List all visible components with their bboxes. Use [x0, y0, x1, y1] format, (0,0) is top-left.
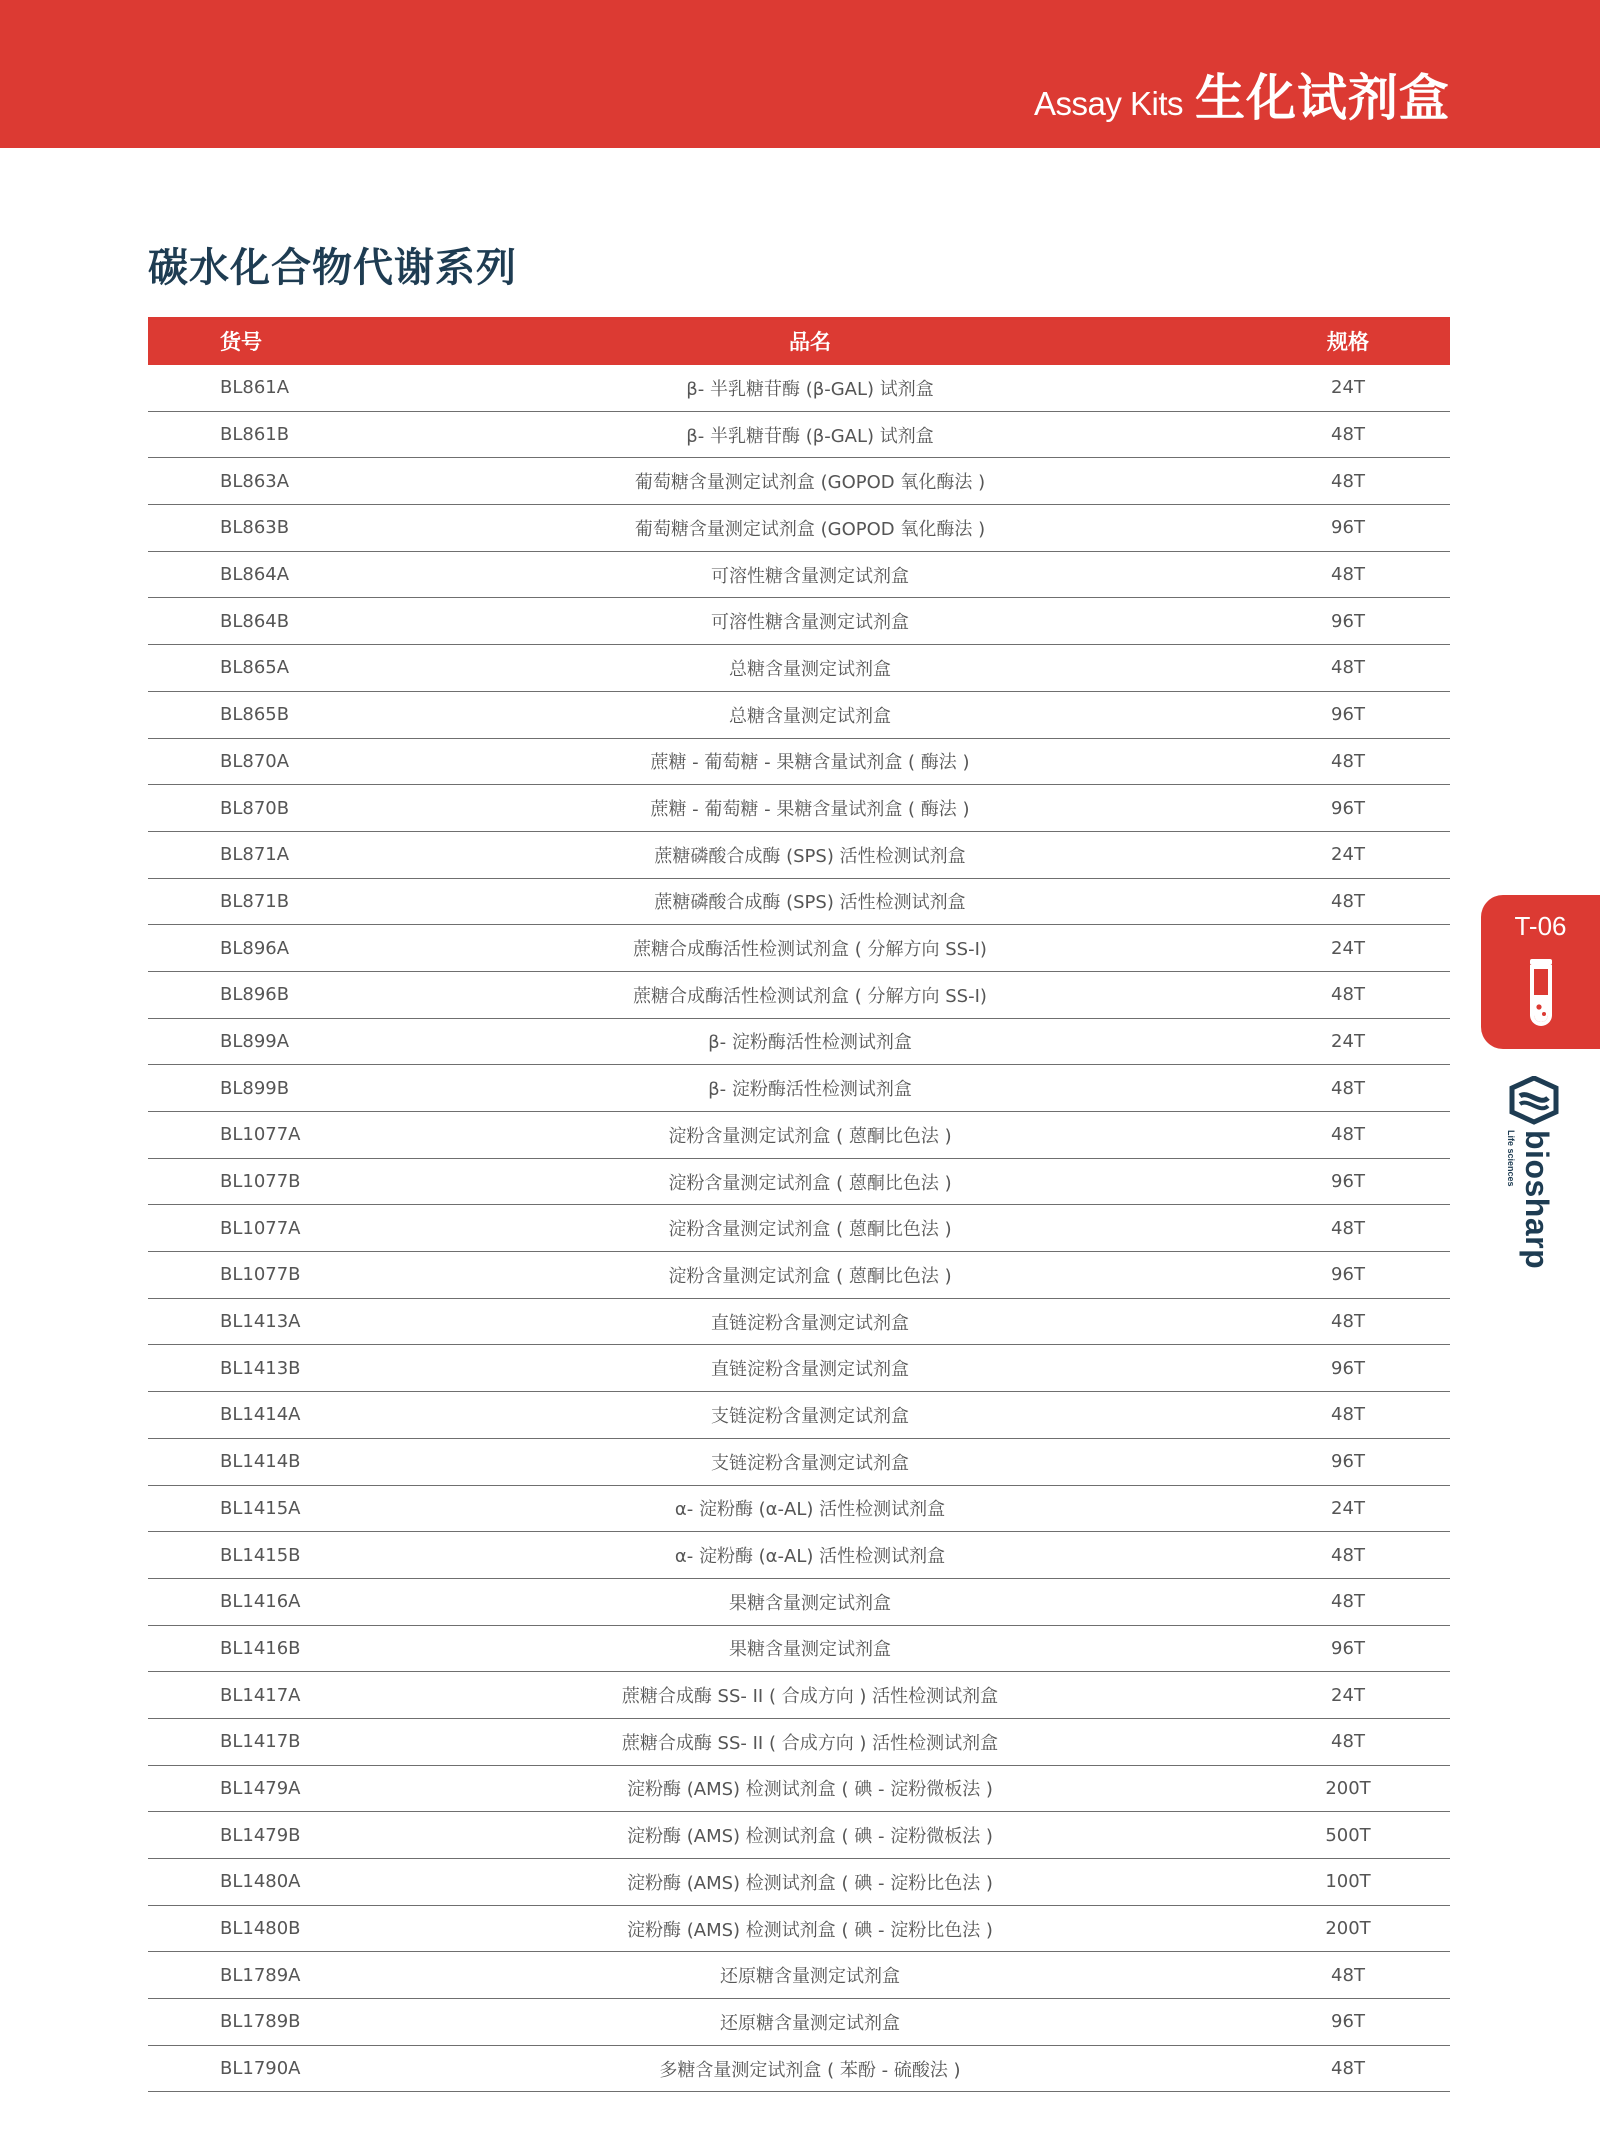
- table-header: [148, 317, 1450, 365]
- row-spec: 48T: [1331, 1217, 1365, 1239]
- banner-title-cn: 生化试剂盒: [1195, 69, 1450, 127]
- row-name: 还原糖含量测定试剂盒: [720, 2012, 900, 2034]
- row-name: 可溶性糖含量测定试剂盒: [711, 565, 909, 587]
- row-spec: 24T: [1331, 377, 1365, 399]
- row-code: BL1789B: [220, 2011, 301, 2033]
- row-name: 支链淀粉含量测定试剂盒: [711, 1405, 909, 1427]
- table-row: [148, 832, 1450, 879]
- table-row: [148, 552, 1450, 599]
- row-spec: 48T: [1331, 1404, 1365, 1426]
- row-spec: 48T: [1331, 984, 1365, 1006]
- row-spec: 48T: [1331, 1731, 1365, 1753]
- row-spec: 200T: [1325, 1777, 1371, 1799]
- table-row: [148, 1999, 1450, 2046]
- row-code: BL1415A: [220, 1497, 301, 1519]
- row-spec: 24T: [1331, 1030, 1365, 1052]
- row-name: 蔗糖合成酶活性检测试剂盒 ( 分解方向 SS-I): [633, 939, 987, 961]
- table-row: [148, 1626, 1450, 1673]
- table-row: [148, 598, 1450, 645]
- row-code: BL871A: [220, 844, 290, 866]
- row-spec: 48T: [1331, 470, 1365, 492]
- row-name: 蔗糖合成酶 SS- II ( 合成方向 ) 活性检测试剂盒: [621, 1686, 999, 1708]
- row-code: BL1479A: [220, 1777, 301, 1799]
- table-row: [148, 1812, 1450, 1859]
- row-code: BL865A: [220, 657, 290, 679]
- table-row: [148, 1532, 1450, 1579]
- row-code: BL1417A: [220, 1684, 301, 1706]
- table-row: [148, 1392, 1450, 1439]
- row-code: BL1479B: [220, 1824, 301, 1846]
- row-name: 淀粉含量测定试剂盒 ( 蒽酮比色法 ): [668, 1172, 952, 1194]
- row-code: BL870A: [220, 750, 290, 772]
- row-spec: 24T: [1331, 1684, 1365, 1706]
- row-name: 支链淀粉含量测定试剂盒: [711, 1452, 909, 1474]
- row-name: 果糖含量测定试剂盒: [729, 1639, 891, 1661]
- row-code: BL1413B: [220, 1357, 301, 1379]
- table-row: [148, 1112, 1450, 1159]
- table-row: [148, 412, 1450, 459]
- row-name: β- 半乳糖苷酶 (β-GAL) 试剂盒: [686, 378, 934, 400]
- table-row: [148, 1672, 1450, 1719]
- row-code: BL1480A: [220, 1871, 301, 1893]
- row-code: BL1480B: [220, 1918, 301, 1940]
- row-code: BL1077B: [220, 1171, 301, 1193]
- row-name: 蔗糖合成酶 SS- II ( 合成方向 ) 活性检测试剂盒: [621, 1732, 999, 1754]
- row-code: BL861B: [220, 424, 290, 446]
- table-row: [148, 2046, 1450, 2093]
- table-row: [148, 458, 1450, 505]
- row-code: BL865B: [220, 704, 290, 726]
- row-spec: 48T: [1331, 1591, 1365, 1613]
- row-spec: 96T: [1331, 517, 1365, 539]
- row-code: BL896B: [220, 984, 290, 1006]
- row-code: BL863B: [220, 517, 290, 539]
- table-body: [148, 365, 1450, 2092]
- row-name: α- 淀粉酶 (α-AL) 活性检测试剂盒: [674, 1499, 946, 1521]
- row-code: BL1415B: [220, 1544, 301, 1566]
- table-row: [148, 505, 1450, 552]
- row-spec: 48T: [1331, 1544, 1365, 1566]
- table-row: [148, 785, 1450, 832]
- row-code: BL1077B: [220, 1264, 301, 1286]
- table-row: [148, 692, 1450, 739]
- row-spec: 48T: [1331, 424, 1365, 446]
- table-row: [148, 1065, 1450, 1112]
- row-code: BL1077A: [220, 1124, 301, 1146]
- table-row: [148, 1952, 1450, 1999]
- row-name: 淀粉酶 (AMS) 检测试剂盒 ( 碘 - 淀粉微板法 ): [627, 1779, 993, 1801]
- row-name: 淀粉含量测定试剂盒 ( 蒽酮比色法 ): [668, 1219, 952, 1241]
- table-row: [148, 1906, 1450, 1953]
- top-banner: [0, 0, 1600, 148]
- row-spec: 96T: [1331, 1264, 1365, 1286]
- side-tab: [1481, 895, 1600, 1049]
- header-name: 品名: [789, 330, 831, 354]
- row-code: BL1416A: [220, 1591, 301, 1613]
- row-spec: 48T: [1331, 564, 1365, 586]
- row-spec: 48T: [1331, 1964, 1365, 1986]
- table-row: [148, 645, 1450, 692]
- row-name: 淀粉含量测定试剂盒 ( 蒽酮比色法 ): [668, 1125, 952, 1147]
- row-code: BL871B: [220, 890, 290, 912]
- table-row: [148, 1159, 1450, 1206]
- row-name: 淀粉含量测定试剂盒 ( 蒽酮比色法 ): [668, 1265, 952, 1287]
- row-code: BL1790A: [220, 2058, 301, 2080]
- row-name: 蔗糖 - 葡萄糖 - 果糖含量试剂盒 ( 酶法 ): [650, 752, 970, 774]
- table-row: [148, 739, 1450, 786]
- table-row: [148, 1859, 1450, 1906]
- row-name: 直链淀粉含量测定试剂盒: [711, 1312, 909, 1334]
- header-code: 货号: [220, 330, 262, 354]
- row-code: BL864A: [220, 564, 290, 586]
- row-spec: 24T: [1331, 937, 1365, 959]
- row-name: 还原糖含量测定试剂盒: [720, 1966, 900, 1988]
- row-code: BL899A: [220, 1030, 290, 1052]
- table-row: [148, 1345, 1450, 1392]
- row-spec: 96T: [1331, 704, 1365, 726]
- product-table: [148, 317, 1450, 2092]
- row-spec: 96T: [1331, 1637, 1365, 1659]
- row-spec: 48T: [1331, 750, 1365, 772]
- table-row: [148, 925, 1450, 972]
- row-name: 直链淀粉含量测定试剂盒: [711, 1359, 909, 1381]
- row-spec: 96T: [1331, 610, 1365, 632]
- row-code: BL1414B: [220, 1451, 301, 1473]
- row-spec: 48T: [1331, 1311, 1365, 1333]
- row-name: 蔗糖合成酶活性检测试剂盒 ( 分解方向 SS-I): [633, 985, 987, 1007]
- row-spec: 96T: [1331, 2011, 1365, 2033]
- row-name: β- 半乳糖苷酶 (β-GAL) 试剂盒: [686, 425, 934, 447]
- banner-title-en: Assay Kits: [1033, 85, 1183, 122]
- row-spec: 48T: [1331, 890, 1365, 912]
- row-name: 总糖含量测定试剂盒: [729, 658, 891, 680]
- table-row: [148, 1019, 1450, 1066]
- table-row: [148, 1205, 1450, 1252]
- row-name: 总糖含量测定试剂盒: [729, 705, 891, 727]
- row-name: 多糖含量测定试剂盒 ( 苯酚 - 硫酸法 ): [659, 2059, 961, 2081]
- row-spec: 48T: [1331, 2058, 1365, 2080]
- row-name: β- 淀粉酶活性检测试剂盒: [708, 1032, 912, 1054]
- banner-title: [1034, 58, 1450, 130]
- row-spec: 200T: [1325, 1918, 1371, 1940]
- row-name: β- 淀粉酶活性检测试剂盒: [708, 1079, 912, 1101]
- table-row: [148, 1579, 1450, 1626]
- row-code: BL863A: [220, 470, 290, 492]
- table-row: [148, 365, 1450, 412]
- row-code: BL861A: [220, 377, 290, 399]
- section-title: 碳水化合物代谢系列: [148, 245, 517, 291]
- row-code: BL1416B: [220, 1637, 301, 1659]
- row-spec: 96T: [1331, 1357, 1365, 1379]
- row-spec: 48T: [1331, 1077, 1365, 1099]
- row-name: 蔗糖磷酸合成酶 (SPS) 活性检测试剂盒: [654, 892, 966, 914]
- row-name: 葡萄糖含量测定试剂盒 (GOPOD 氧化酶法 ): [634, 518, 986, 540]
- table-row: [148, 1252, 1450, 1299]
- side-tab-label: T-06: [1514, 911, 1567, 941]
- table-row: [148, 1439, 1450, 1486]
- row-code: BL1413A: [220, 1311, 301, 1333]
- table-row: [148, 1299, 1450, 1346]
- row-name: 淀粉酶 (AMS) 检测试剂盒 ( 碘 - 淀粉微板法 ): [627, 1826, 993, 1848]
- table-row: [148, 1486, 1450, 1533]
- row-spec: 24T: [1331, 1497, 1365, 1519]
- table-row: [148, 1719, 1450, 1766]
- row-name: 蔗糖 - 葡萄糖 - 果糖含量试剂盒 ( 酶法 ): [650, 799, 970, 821]
- row-code: BL1077A: [220, 1217, 301, 1239]
- row-code: BL1789A: [220, 1964, 301, 1986]
- table-row: [148, 1766, 1450, 1813]
- row-spec: 96T: [1331, 797, 1365, 819]
- row-spec: 24T: [1331, 844, 1365, 866]
- row-name: 可溶性糖含量测定试剂盒: [711, 612, 909, 634]
- row-code: BL864B: [220, 610, 290, 632]
- row-spec: 96T: [1331, 1451, 1365, 1473]
- brand-tagline: Life sciences: [1506, 1130, 1516, 1187]
- row-code: BL1417B: [220, 1731, 301, 1753]
- row-spec: 48T: [1331, 657, 1365, 679]
- row-code: BL896A: [220, 937, 290, 959]
- header-spec: 规格: [1327, 330, 1369, 354]
- row-spec: 100T: [1325, 1871, 1371, 1893]
- row-name: α- 淀粉酶 (α-AL) 活性检测试剂盒: [674, 1546, 946, 1568]
- row-code: BL870B: [220, 797, 290, 819]
- row-name: 果糖含量测定试剂盒: [729, 1592, 891, 1614]
- row-code: BL899B: [220, 1077, 290, 1099]
- test-tube-icon: [1521, 957, 1561, 1031]
- row-code: BL1414A: [220, 1404, 301, 1426]
- row-name: 蔗糖磷酸合成酶 (SPS) 活性检测试剂盒: [654, 845, 966, 867]
- row-spec: 48T: [1331, 1124, 1365, 1146]
- table-row: [148, 972, 1450, 1019]
- row-spec: 500T: [1325, 1824, 1371, 1846]
- brand-name: biosharp: [1519, 1130, 1555, 1270]
- table-row: [148, 879, 1450, 926]
- row-name: 淀粉酶 (AMS) 检测试剂盒 ( 碘 - 淀粉比色法 ): [627, 1872, 993, 1894]
- row-name: 葡萄糖含量测定试剂盒 (GOPOD 氧化酶法 ): [634, 472, 986, 494]
- row-spec: 96T: [1331, 1171, 1365, 1193]
- row-name: 淀粉酶 (AMS) 检测试剂盒 ( 碘 - 淀粉比色法 ): [627, 1919, 993, 1941]
